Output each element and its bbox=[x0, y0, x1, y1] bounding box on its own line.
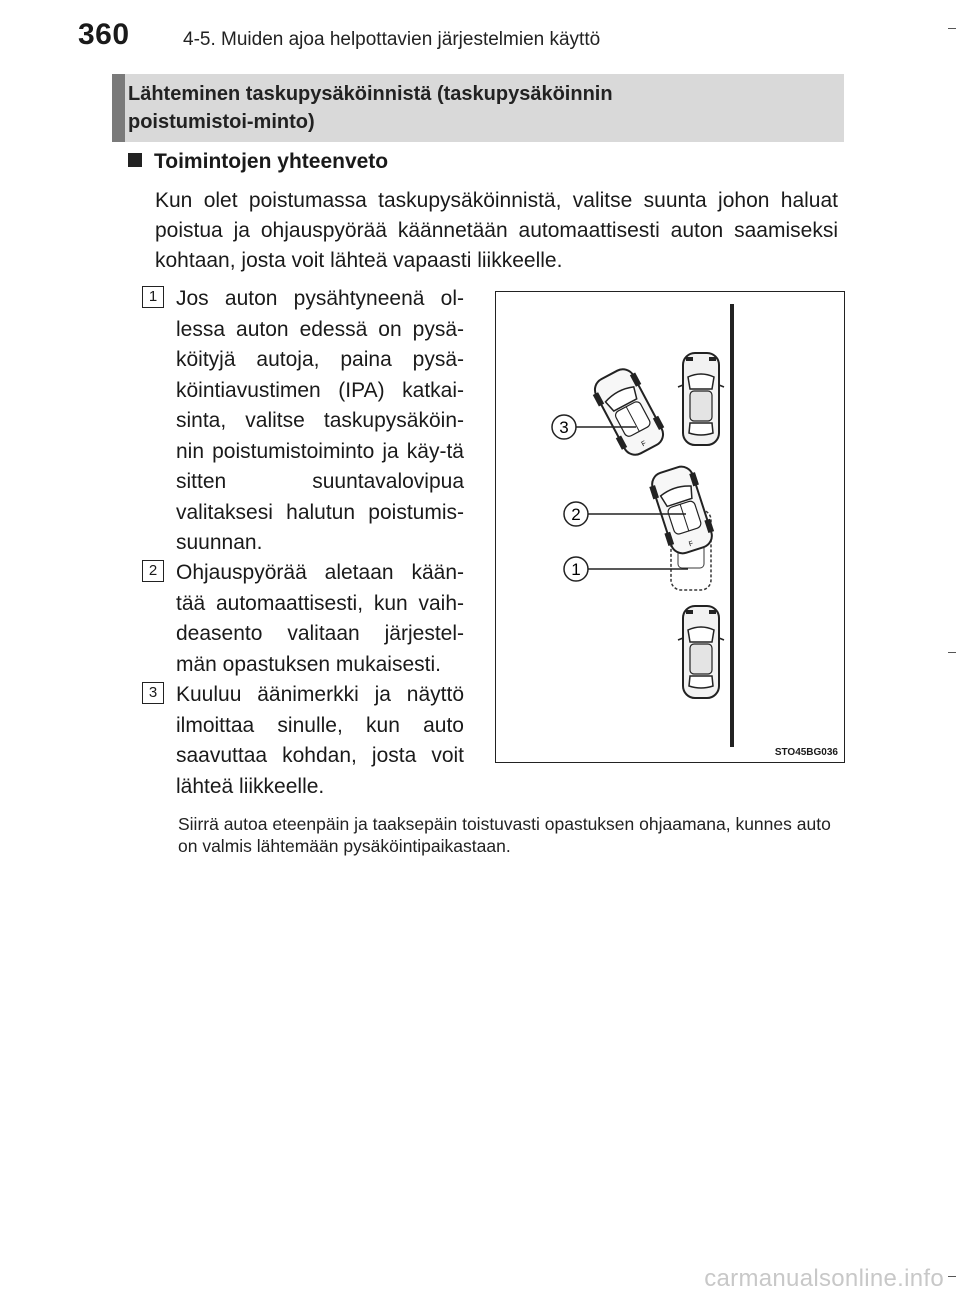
step-number-box: 2 bbox=[142, 560, 164, 582]
page-number: 360 bbox=[78, 18, 130, 51]
moving-car-position-2 bbox=[646, 463, 718, 558]
footnote: Siirrä autoa eteenpäin ja taaksepäin toistuvasti opastuksen ohjaamana, kunnes auto on valmis lähtemään pysäköintipaikastaan. bbox=[178, 814, 831, 856]
parked-car-rear bbox=[678, 606, 724, 698]
square-bullet-icon bbox=[128, 153, 142, 167]
parking-diagram-svg: F 3 2 1 bbox=[496, 292, 843, 761]
section-header-box bbox=[112, 74, 844, 142]
step-text: Ohjauspyörää aletaan kään-tää automaattisesti, kun vaih-deasento valitaan järjestel-män opastuksen mukaisesti. bbox=[176, 561, 464, 676]
section-header-accent-bar bbox=[112, 74, 125, 142]
step-text: Kuuluu äänimerkki ja näyttö ilmoittaa sinulle, kun auto saavuttaa kohdan, josta voit lähteä liikkeelle. bbox=[176, 683, 464, 798]
step-number-box: 1 bbox=[142, 286, 164, 308]
running-header: 4-5. Muiden ajoa helpottavien järjestelmien käyttö bbox=[183, 29, 601, 50]
figure-code: STO45BG036 bbox=[774, 747, 838, 758]
callout-1-label: 1 bbox=[571, 560, 581, 579]
callout-2-label: 2 bbox=[571, 505, 581, 524]
crop-mark-bottom bbox=[948, 1276, 956, 1277]
watermark: carmanualsonline.info bbox=[704, 1265, 944, 1292]
parking-exit-illustration bbox=[492, 291, 845, 763]
summary-heading-text: Toimintojen yhteenveto bbox=[154, 150, 389, 173]
callout-3 bbox=[552, 415, 576, 439]
callout-1 bbox=[564, 557, 588, 581]
summary-paragraph: Kun olet poistumassa taskupysäköinnistä, valitse suunta johon haluat poistua ja ohjauspyörää käännetään automaattisesti auton saamiseksi kohtaan, josta voit lähteä vapaasti liikkeelle. bbox=[155, 189, 838, 272]
summary-heading bbox=[128, 150, 388, 174]
moving-car-position-3 bbox=[588, 364, 670, 461]
callout-3-label: 3 bbox=[559, 418, 569, 437]
step-text: Jos auton pysähtyneenä ol-lessa auton edessä on pysä-köityjä autoja, paina pysä-köintiavustimen (IPA) katkai-sinta, valitse taskupysäköin-nin poistumistoiminto ja käy-tä sitten suuntavalovipua valitaksesi halutun poistumis-suunnan. bbox=[176, 287, 464, 554]
callout-2 bbox=[564, 502, 588, 526]
step-1 bbox=[142, 284, 476, 559]
step-number-box: 3 bbox=[142, 682, 164, 704]
crop-mark-middle bbox=[948, 652, 956, 653]
step-2 bbox=[142, 558, 476, 680]
parked-car-front bbox=[678, 353, 724, 445]
section-title: Lähteminen taskupysäköinnistä (taskupysäköinnin poistumistoi-minto) bbox=[128, 83, 613, 133]
step-3 bbox=[142, 680, 476, 802]
crop-mark-top bbox=[948, 28, 956, 29]
